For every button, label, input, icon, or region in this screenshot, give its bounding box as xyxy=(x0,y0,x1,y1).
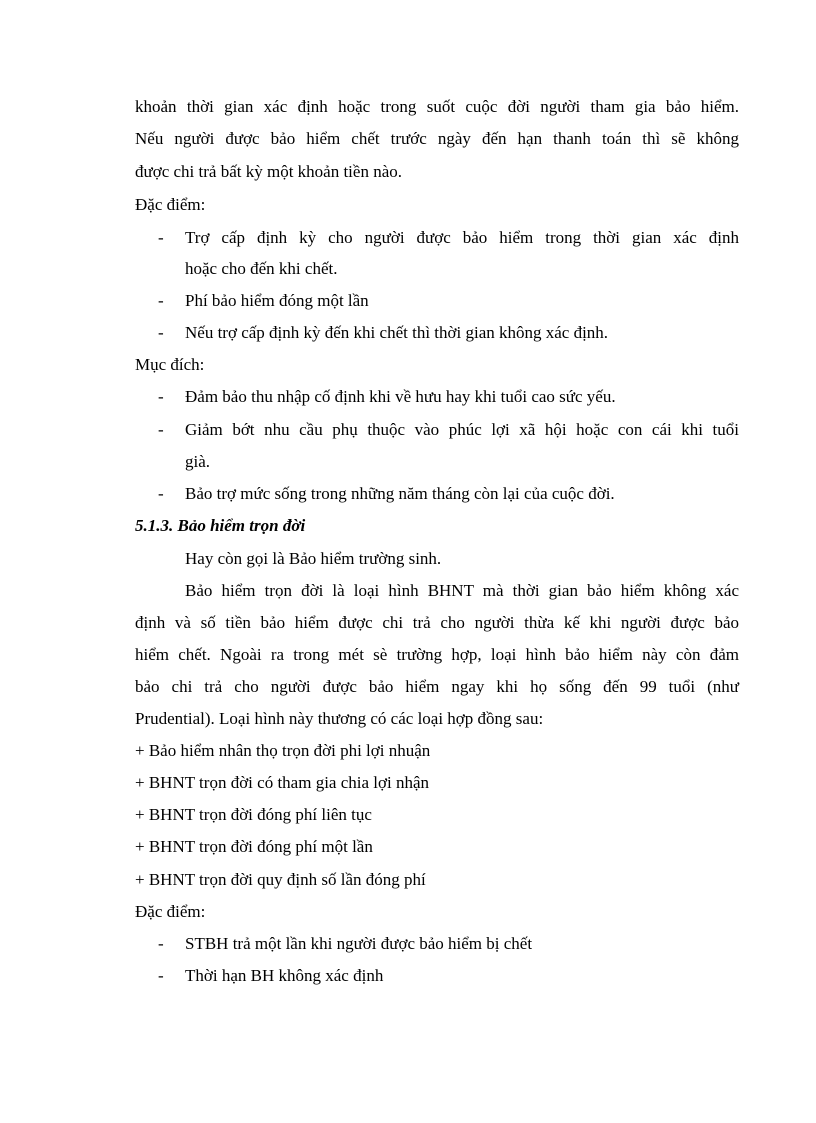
paragraph-line: khoản thời gian xác định hoặc trong suốt cuộc đời người tham gia bảo hiểm. xyxy=(135,97,739,116)
list-bullet: - xyxy=(158,323,164,342)
list-item: Trợ cấp định kỳ cho người được bảo hiểm trong thời gian xác định xyxy=(185,228,739,247)
purpose-label: Mục đích: xyxy=(135,355,205,374)
list-item: Phí bảo hiểm đóng một lần xyxy=(185,291,369,310)
list-item: Thời hạn BH không xác định xyxy=(185,966,384,985)
contract-type-item: + BHNT trọn đời quy định số lần đóng phí xyxy=(135,870,426,889)
list-item-continuation: hoặc cho đến khi chết. xyxy=(185,259,338,278)
list-item: Giảm bớt nhu cầu phụ thuộc vào phúc lợi xã hội hoặc con cái khi tuổi xyxy=(185,420,739,439)
contract-type-item: + Bảo hiểm nhân thọ trọn đời phi lợi nhuận xyxy=(135,741,431,760)
list-item: Bảo trợ mức sống trong những năm tháng còn lại của cuộc đời. xyxy=(185,484,615,503)
contract-type-item: + BHNT trọn đời đóng phí liên tục xyxy=(135,805,372,824)
contract-type-item: + BHNT trọn đời đóng phí một lần xyxy=(135,837,373,856)
section-heading: 5.1.3. Bảo hiểm trọn đời xyxy=(135,516,306,535)
list-item: Đảm bảo thu nhập cố định khi về hưu hay khi tuổi cao sức yếu. xyxy=(185,387,616,406)
list-bullet: - xyxy=(158,934,164,953)
list-bullet: - xyxy=(158,484,164,503)
features-label: Đặc điểm: xyxy=(135,195,206,214)
paragraph-line: Nếu người được bảo hiểm chết trước ngày đến hạn thanh toán thì sẽ không xyxy=(135,129,739,148)
list-bullet: - xyxy=(158,387,164,406)
list-item-continuation: già. xyxy=(185,452,211,471)
intro-line: Hay còn gọi là Bảo hiểm trường sinh. xyxy=(185,549,442,568)
paragraph-line: Prudential). Loại hình này thương có các loại hợp đồng sau: xyxy=(135,709,544,728)
list-bullet: - xyxy=(158,420,164,439)
features-label: Đặc điểm: xyxy=(135,902,206,921)
paragraph-line: hiểm chết. Ngoài ra trong mét sè trường hợp, loại hình bảo hiểm này còn đảm xyxy=(135,645,739,664)
list-bullet: - xyxy=(158,966,164,985)
paragraph-line: Bảo hiểm trọn đời là loại hình BHNT mà thời gian bảo hiểm không xác xyxy=(185,581,739,600)
list-bullet: - xyxy=(158,291,164,310)
paragraph-line: định và số tiền bảo hiểm được chi trả cho người thừa kế khi người được bảo xyxy=(135,613,739,632)
contract-type-item: + BHNT trọn đời có tham gia chia lợi nhận xyxy=(135,773,430,792)
list-item: STBH trả một lần khi người được bảo hiểm bị chết xyxy=(185,934,533,953)
paragraph-line: được chi trả bất kỳ một khoản tiền nào. xyxy=(135,162,402,181)
list-bullet: - xyxy=(158,228,164,247)
paragraph-line: bảo chi trả cho người được bảo hiểm ngay khi họ sống đến 99 tuổi (như xyxy=(135,677,739,696)
list-item: Nếu trợ cấp định kỳ đến khi chết thì thời gian không xác định. xyxy=(185,323,609,342)
